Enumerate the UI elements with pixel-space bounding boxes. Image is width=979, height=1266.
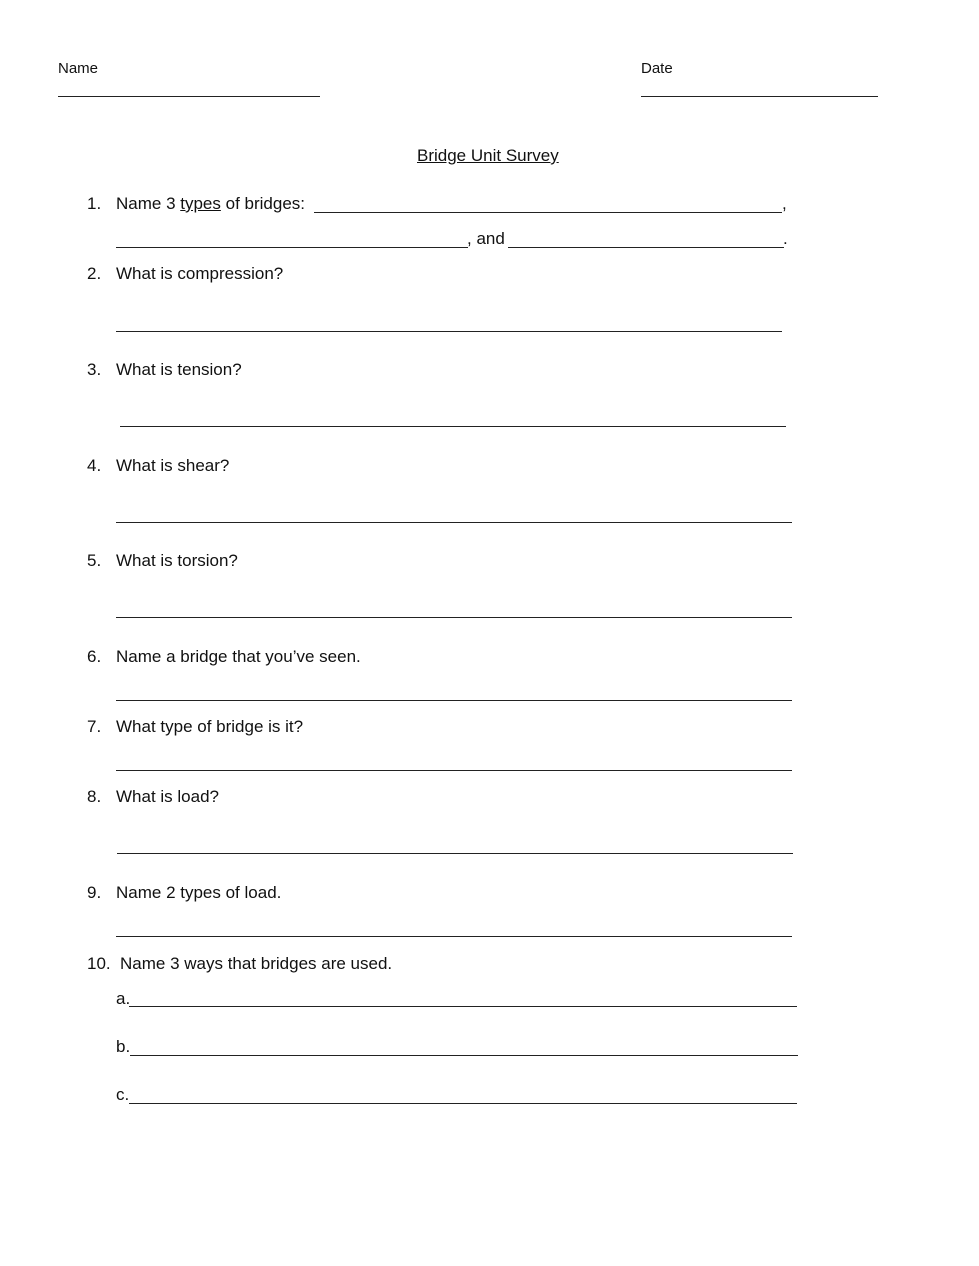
question-4-answer-line[interactable] xyxy=(116,522,792,523)
question-10-sub-a-answer-line[interactable] xyxy=(129,1006,797,1007)
question-1-text xyxy=(116,194,305,214)
question-3-answer-line[interactable] xyxy=(120,426,786,427)
question-1-comma: , xyxy=(782,194,787,213)
question-1-answer-line-2[interactable] xyxy=(116,247,468,248)
question-1-underlined-word: types xyxy=(180,194,221,213)
question-9-answer-line[interactable] xyxy=(116,936,792,937)
question-10-sub-c-label: c. xyxy=(116,1085,130,1104)
question-6-number: 6. xyxy=(87,647,102,666)
question-2-number: 2. xyxy=(87,264,102,283)
question-5-answer-line[interactable] xyxy=(116,617,792,618)
question-7-number: 7. xyxy=(87,717,102,736)
date-label: Date xyxy=(641,60,673,77)
question-1-text-after: of bridges: xyxy=(220,194,305,213)
question-10-sub-c-answer-line[interactable] xyxy=(129,1103,797,1104)
question-1-period: . xyxy=(783,229,788,248)
question-5-number: 5. xyxy=(87,551,102,570)
question-3-number: 3. xyxy=(87,360,102,379)
date-line[interactable] xyxy=(641,96,878,97)
question-10-number: 10. xyxy=(87,954,111,973)
question-7-answer-line[interactable] xyxy=(116,770,792,771)
question-1-text-before: Name 3 xyxy=(116,194,181,213)
question-10-text: Name 3 ways that bridges are used. xyxy=(120,954,393,973)
question-1-answer-line-1[interactable] xyxy=(314,212,782,213)
question-4-number: 4. xyxy=(87,456,102,475)
question-2-text: What is compression? xyxy=(116,264,284,283)
question-5-text: What is torsion? xyxy=(116,551,238,570)
question-1-number: 1. xyxy=(87,194,102,213)
question-9-number: 9. xyxy=(87,883,102,902)
name-line[interactable] xyxy=(58,96,320,97)
question-2-answer-line[interactable] xyxy=(116,331,782,332)
question-10-sub-b-label: b. xyxy=(116,1037,131,1056)
question-7-text: What type of bridge is it? xyxy=(116,717,304,736)
question-4-text: What is shear? xyxy=(116,456,230,475)
question-10-sub-a-label: a. xyxy=(116,989,131,1008)
question-6-answer-line[interactable] xyxy=(116,700,792,701)
question-9-text: Name 2 types of load. xyxy=(116,883,282,902)
question-8-number: 8. xyxy=(87,787,102,806)
question-3-text: What is tension? xyxy=(116,360,242,379)
page-title: Bridge Unit Survey xyxy=(417,146,559,165)
name-label: Name xyxy=(58,60,99,77)
question-10-sub-b-answer-line[interactable] xyxy=(130,1055,798,1056)
question-8-text: What is load? xyxy=(116,787,219,806)
question-1-and-label: , and xyxy=(467,229,505,248)
question-1-answer-line-3[interactable] xyxy=(508,247,784,248)
question-8-answer-line[interactable] xyxy=(117,853,793,854)
question-6-text: Name a bridge that you’ve seen. xyxy=(116,647,361,666)
